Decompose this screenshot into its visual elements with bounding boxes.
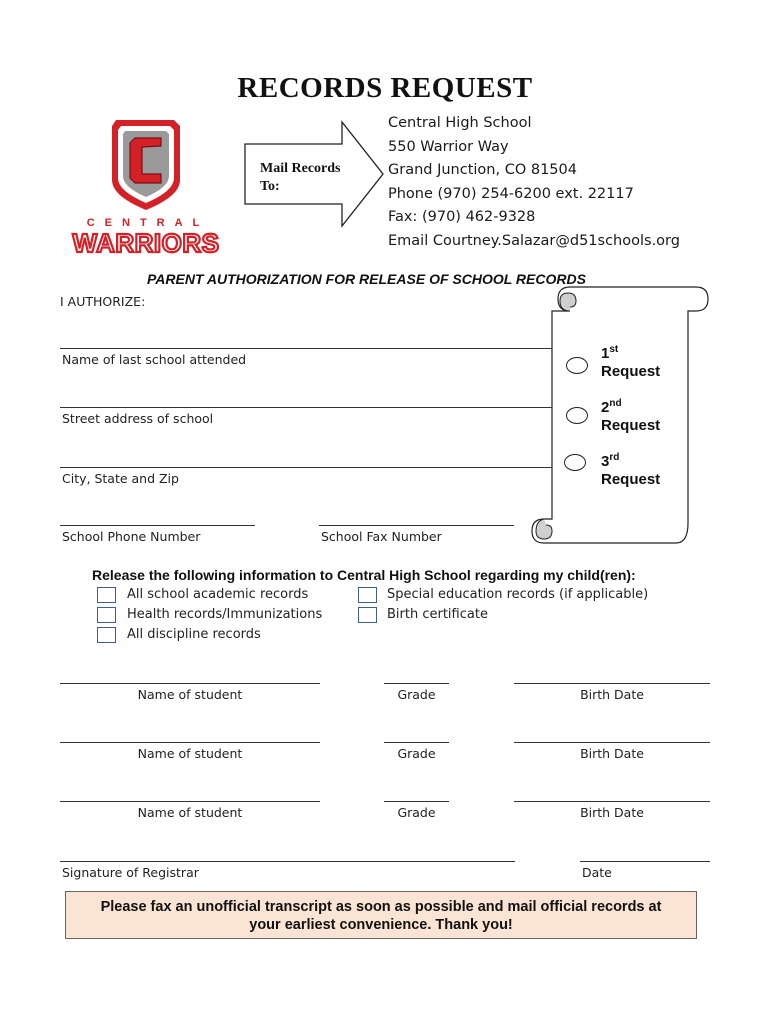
birth-date-line[interactable] [514,801,710,802]
last-school-label: Name of last school attended [62,352,247,367]
second-request-label: 2nd Request [601,398,661,434]
school-fax-label: School Fax Number [321,529,442,544]
student-name-line[interactable] [60,801,320,802]
i-authorize-label: I AUTHORIZE: [60,294,146,309]
address-line: Email Courtney.Salazar@d51schools.org [388,232,680,249]
special-ed-records-label: Special education records (if applicable) [387,587,649,602]
birth-certificate-label: Birth certificate [387,607,488,622]
signature-date-line[interactable] [580,861,710,862]
release-heading: Release the following information to Central High School regarding my child(ren): [92,567,636,583]
grade-line[interactable] [384,742,449,743]
school-fax-line[interactable] [319,525,514,526]
birth-date-label: Birth Date [580,746,644,761]
address-line: Phone (970) 254-6200 ext. 22117 [388,185,634,202]
mail-records-label: Mail Records To: [260,161,341,194]
address-line: Central High School [388,115,532,131]
notice-line: your earliest convenience. Thank you! [249,917,513,933]
address-line: Grand Junction, CO 81504 [388,162,577,178]
street-address-line[interactable] [60,407,552,408]
special-ed-records-checkbox[interactable] [358,587,377,603]
birth-date-label: Birth Date [580,805,644,820]
signature-date-label: Date [582,865,612,880]
third-request-radio[interactable] [564,454,586,471]
first-request-radio[interactable] [566,357,588,374]
registrar-signature-label: Signature of Registrar [62,865,199,880]
school-phone-line[interactable] [60,525,255,526]
student-name-label: Name of student [137,805,243,820]
notice-line: Please fax an unofficial transcript as soon as possible and mail official records at [100,899,662,915]
second-request-radio[interactable] [566,407,588,424]
school-phone-label: School Phone Number [62,529,201,544]
birth-certificate-checkbox[interactable] [358,607,377,623]
grade-label: Grade [397,746,436,761]
street-address-label: Street address of school [62,411,214,426]
grade-label: Grade [397,687,436,702]
first-request-label: 1st Request [601,344,661,380]
health-records-checkbox[interactable] [97,607,116,623]
authorization-heading: PARENT AUTHORIZATION FOR RELEASE OF SCHOOL RECORDS [147,271,586,287]
academic-records-label: All school academic records [127,587,309,602]
notice-box [65,891,697,939]
grade-line[interactable] [384,801,449,802]
student-name-line[interactable] [60,683,320,684]
birth-date-label: Birth Date [580,687,644,702]
discipline-records-checkbox[interactable] [97,627,116,643]
birth-date-line[interactable] [514,683,710,684]
page-title: RECORDS REQUEST [237,72,533,104]
grade-label: Grade [397,805,436,820]
address-line: Fax: (970) 462-9328 [388,209,536,225]
third-request-label: 3rd Request [601,452,661,488]
birth-date-line[interactable] [514,742,710,743]
last-school-line[interactable] [60,348,552,349]
student-name-line[interactable] [60,742,320,743]
school-address [388,112,680,253]
grade-line[interactable] [384,683,449,684]
registrar-signature-line[interactable] [60,861,515,862]
address-line: 550 Warrior Way [388,138,509,155]
health-records-label: Health records/Immunizations [127,607,323,622]
logo-bottom-text: WARRIORS [72,228,220,258]
central-warriors-logo [58,112,238,262]
student-name-label: Name of student [137,687,243,702]
city-state-zip-line[interactable] [60,467,552,468]
city-state-zip-label: City, State and Zip [62,471,179,486]
logo-top-text: CENTRAL [86,217,210,229]
academic-records-checkbox[interactable] [97,587,116,603]
student-name-label: Name of student [137,746,243,761]
discipline-records-label: All discipline records [127,627,261,642]
